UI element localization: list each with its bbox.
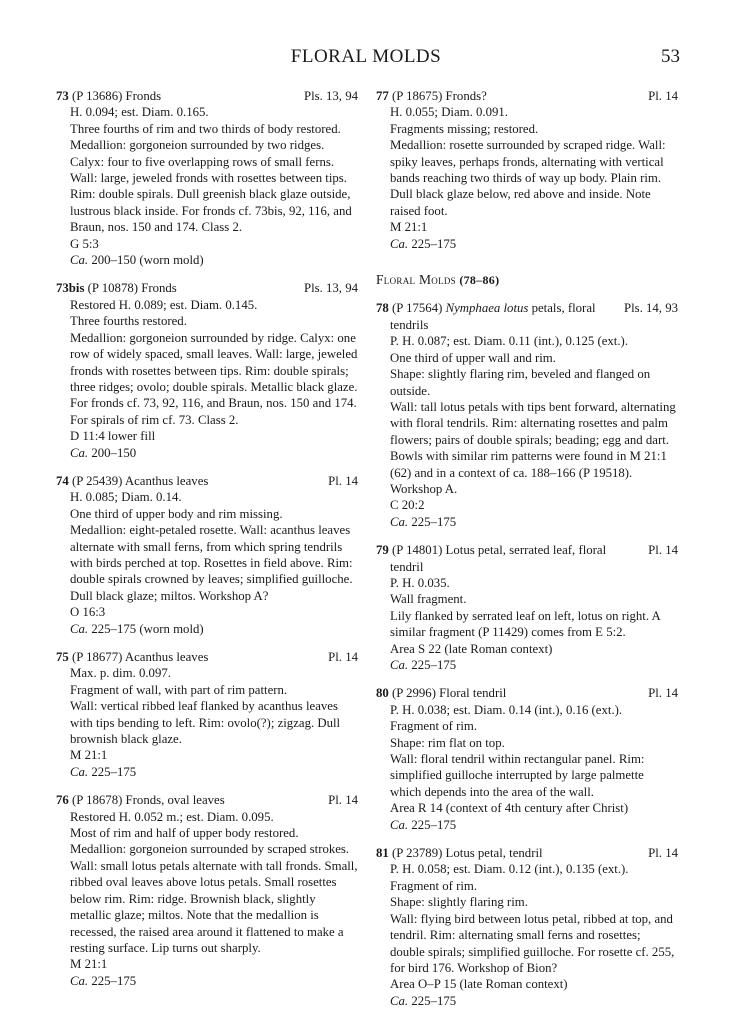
entry-description: Medallion: gorgoneion surrounded by two ridges. Calyx: four to five overlapping rows of small ferns. Wall: large, jeweled fronds with rosettes between tips. Rim: double spirals. Dull greenish black glaze outside, lustrous black inside. For fronds cf. 73bis, 92, 116, and Braun, nos. 150 and 174. Class 2. [70,138,352,235]
entry-context: Area S 22 (late Roman context) [390,641,553,656]
entry-plates: Pl. 14 [648,686,678,701]
entry-date [376,657,678,673]
circa-label: Ca. [390,514,409,529]
date-range: 225–175 [411,817,457,832]
entry-number: 77 [376,89,389,103]
catalog-entry-81 [376,845,678,1009]
circa-label: Ca. [70,445,89,460]
entry-description: Wall: tall lotus petals with tips bent forward, alternating with floral tendrils. Rim: alternating rosettes and palm flowers; pairs of double spirals; beading; egg and dart. Bowls with similar rim patterns were found in M 21:1 (62) and in a context of ca. 188–166 (P 19518). Workshop A. [390,399,676,496]
entry-plates: Pls. 13, 94 [303,281,358,296]
date-range: 225–175 [411,993,457,1008]
catalog-entry-74 [56,473,358,637]
entry-inventory: (P 2996) Floral tendril [392,686,507,701]
entry-dimensions: P. H. 0.038; est. Diam. 0.14 (int.), 0.16 (ext.). [390,702,623,717]
entry-inventory: (P 18675) Fronds? [392,89,487,103]
catalog-entry-80 [376,685,678,833]
entry-dimensions: Max. p. dim. 0.097. [70,666,171,681]
date-range: 200–150 [91,445,137,460]
entry-heading [56,280,358,296]
entry-description: Medallion: eight-petaled rosette. Wall: acanthus leaves alternate with small ferns, from which spring tendrils with birds perched at top. Rosettes in field above. Rim: double spirals crowned by leaves; simplified guilloche. Dull black glaze; miltos. Workshop A? [70,523,353,603]
circa-label: Ca. [70,621,89,636]
entry-date [56,973,358,989]
entry-dimensions: P. H. 0.087; est. Diam. 0.11 (int.), 0.125 (ext.). [390,334,629,349]
entry-date [56,621,358,637]
entry-plates: Pl. 14 [648,543,678,558]
entry-heading [376,88,678,104]
entry-context: O 16:3 [70,605,106,620]
entry-condition: One third of upper wall and rim. [390,350,556,365]
page-header [0,46,732,72]
running-title: FLORAL MOLDS [290,46,442,67]
entry-context: D 11:4 lower fill [70,429,156,444]
page-number: 53 [661,46,680,67]
entry-dimensions: H. 0.055; Diam. 0.091. [390,105,509,120]
circa-label: Ca. [390,993,409,1008]
circa-label: Ca. [70,973,89,988]
entry-inventory: (P 14801) Lotus petal, serrated leaf, floral [392,543,607,558]
entry-context: Area R 14 (context of 4th century after Christ) [390,801,629,816]
entry-shape: Shape: slightly flaring rim, beveled and flanged on outside. [390,367,651,398]
entry-number: 73bis [56,281,85,296]
catalog-entry-79 [376,542,678,673]
entry-heading [56,473,358,489]
entry-date [376,817,678,833]
entry-context: M 21:1 [70,957,108,972]
entry-condition: Wall fragment. [390,592,467,607]
entry-description: Wall: vertical ribbed leaf flanked by acanthus leaves with tips bending to left. Rim: ovolo(?); zigzag. Dull brownish black glaze. [70,699,341,747]
entry-number: 78 [376,301,389,316]
circa-label: Ca. [390,236,409,251]
entry-inventory: (P 10878) Fronds [87,281,177,296]
entry-dimensions: P. H. 0.058; est. Diam. 0.12 (int.), 0.135 (ext.). [390,862,629,877]
entry-condition: Three fourths of rim and two thirds of body restored. [70,121,341,136]
catalog-entry-77 [376,88,678,252]
entry-condition: Fragment of wall, with part of rim pattern. [70,682,288,697]
date-range: 200–150 (worn mold) [91,253,204,268]
date-range: 225–175 [411,514,457,529]
circa-label: Ca. [390,658,409,672]
entry-date [376,236,678,252]
entry-heading [376,685,678,701]
entry-plates: Pl. 14 [328,793,358,808]
circa-label: Ca. [70,764,89,779]
entry-plates: Pls. 14, 93 [623,301,678,316]
entry-condition: Fragment of rim. [390,878,478,893]
entry-number: 80 [376,686,389,701]
entry-date [56,252,358,268]
catalog-entry-73bis [56,280,358,460]
entry-dimensions: H. 0.085; Diam. 0.14. [70,490,182,505]
entry-condition: Fragments missing; restored. [390,121,539,136]
entry-dimensions: Restored H. 0.052 m.; est. Diam. 0.095. [70,809,274,824]
entry-inventory: (P 25439) Acanthus leaves [72,473,209,488]
entry-dimensions: Restored H. 0.089; est. Diam. 0.145. [70,297,258,312]
entry-inventory: (P 18678) Fronds, oval leaves [72,793,225,808]
entry-date [376,514,678,530]
entry-plates: Pl. 14 [328,473,358,488]
entry-heading [376,542,678,575]
entry-number: 76 [56,793,69,808]
entry-context: M 21:1 [70,748,108,763]
entry-inventory: (P 17564) [392,301,443,316]
catalog-entry-78 [376,300,678,530]
entry-inventory: (P 18677) Acanthus leaves [72,650,209,664]
entry-date [56,764,358,780]
entry-number: 73 [56,89,69,103]
entry-condition: Three fourths restored. [70,314,187,329]
right-column [376,88,678,1021]
entry-inventory-continued: tendrils [390,317,429,332]
circa-label: Ca. [70,253,89,268]
entry-number: 74 [56,473,69,488]
catalog-entry-73 [56,88,358,268]
entry-heading [56,792,358,808]
entry-condition: Most of rim and half of upper body restored. [70,826,299,841]
date-range: 225–175 [411,236,457,251]
entry-inventory-rest: petals, floral [531,301,596,316]
date-range: 225–175 [91,764,137,779]
entry-date [56,445,358,461]
entry-plates: Pl. 14 [648,89,678,103]
entry-context: M 21:1 [390,220,428,235]
entry-inventory: (P 23789) Lotus petal, tendril [392,846,543,861]
date-range: 225–175 [411,658,457,672]
entry-dimensions: H. 0.094; est. Diam. 0.165. [70,105,209,120]
section-range: (78–86) [459,273,500,288]
date-range: 225–175 [91,973,137,988]
entry-condition: Fragment of rim. [390,719,478,734]
entry-description: Wall: flying bird between lotus petal, ribbed at top, and tendril. Rim: alternating small ferns and rosettes; double spirals; simplified guilloche. For rosette cf. 255, for bird 176. Workshop of Bion? [390,911,675,975]
entry-number: 81 [376,846,389,861]
entry-heading [376,300,678,333]
entry-plates: Pls. 13, 94 [303,89,358,103]
entry-description: Wall: floral tendril within rectangular panel. Rim: simplified guilloche interrupted by large palmette which depends into the area of the wall. [390,752,645,799]
entry-heading [56,88,358,104]
entry-shape: Shape: slightly flaring rim. [390,895,528,910]
entry-description: Medallion: gorgoneion surrounded by scraped strokes. Wall: small lotus petals alternate with tall fronds. Small, ribbed oval leaves above lotus petals. Small rosettes below rim. Rim: ridge. Brownish black, slightly metallic glaze; miltos. Note that the medallion is recessed, the raised area around it flattened to make a resting surface. Lip turns out sharply. [70,842,358,955]
entry-heading [56,649,358,665]
entry-inventory: (P 13686) Fronds [72,89,162,103]
entry-plates: Pl. 14 [328,650,358,664]
left-column [56,88,358,1001]
entry-description: Medallion: gorgoneion surrounded by ridge. Calyx: one row of widely spaced, small leaves. Wall: large, jeweled fronds with rosettes between tips. Rim: double spirals; three ridges; ovolo; double spirals. Metallic black glaze. For fronds cf. 73, 92, 116, and Braun, nos. 150 and 174. For spirals of rim cf. 73. Class 2. [70,330,358,427]
circa-label: Ca. [390,817,409,832]
entry-number: 75 [56,650,69,664]
section-heading [376,272,678,288]
entry-dimensions: P. H. 0.035. [390,575,450,590]
section-title: Floral Molds [376,272,456,288]
entry-species: Nymphaea lotus [445,301,529,316]
entry-date [376,993,678,1009]
entry-description: Lily flanked by serrated leaf on left, lotus on right. A similar fragment (P 11429) comes from E 5:2. [390,608,661,640]
entry-number: 79 [376,543,389,558]
entry-inventory-continued: tendril [390,559,424,574]
entry-condition: One third of upper body and rim missing. [70,506,283,521]
entry-heading [376,845,678,861]
catalog-entry-76 [56,792,358,989]
entry-description: Medallion: rosette surrounded by scraped ridge. Wall: spiky leaves, perhaps fronds, alternating with vertical bands reaching two thirds of way up body. Plain rim. Dull black glaze below, red above and inside. Note raised foot. [390,138,666,218]
entry-plates: Pl. 14 [648,846,678,861]
entry-context: C 20:2 [390,498,425,513]
catalog-entry-75 [56,649,358,780]
date-range: 225–175 (worn mold) [91,621,204,636]
entry-context: G 5:3 [70,236,99,251]
entry-shape: Shape: rim flat on top. [390,735,505,750]
entry-context: Area O–P 15 (late Roman context) [390,977,568,992]
